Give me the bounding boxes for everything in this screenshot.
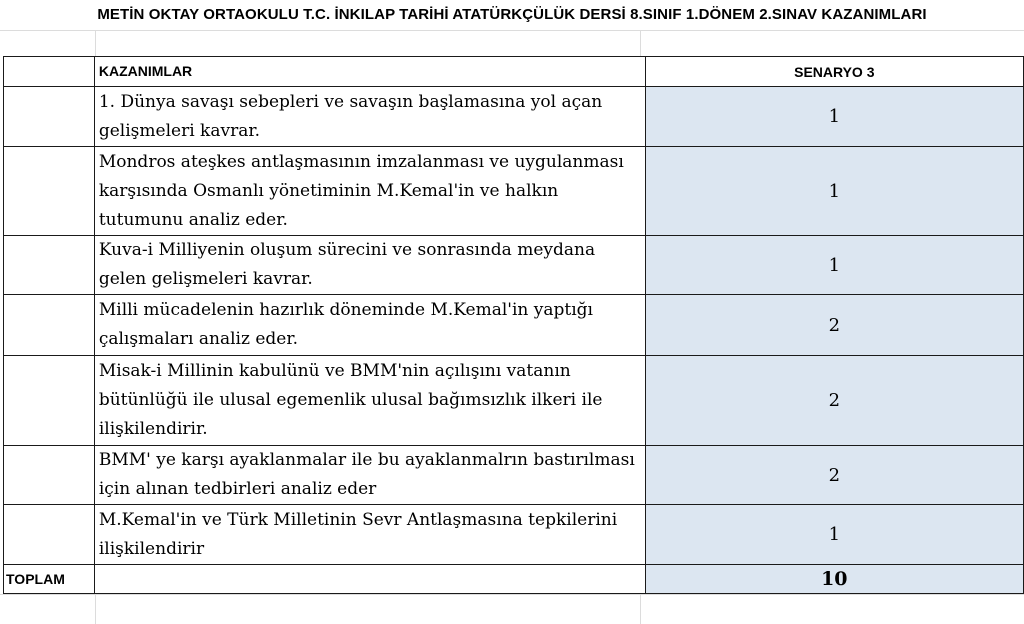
- senaryo-value-cell[interactable]: 1: [645, 87, 1023, 147]
- kazanim-cell[interactable]: Mondros ateşkes antlaşmasının imzalanması ve uygulanması karşısında Osmanlı yönetiminin M.Kemal'in ve halkın tutumunu analiz eder.: [94, 147, 645, 236]
- table-row: [4, 147, 1024, 236]
- header-cell-empty[interactable]: [4, 57, 95, 87]
- kazanim-table: [3, 56, 1024, 594]
- table-row: [4, 446, 1024, 505]
- total-label[interactable]: TOPLAM: [4, 565, 95, 594]
- senaryo-value-cell[interactable]: 2: [645, 356, 1023, 446]
- table-row: [4, 295, 1024, 356]
- grid-line: [640, 30, 641, 56]
- total-empty-cell[interactable]: [94, 565, 645, 594]
- header-senaryo[interactable]: SENARYO 3: [645, 57, 1023, 87]
- table-row: [4, 236, 1024, 295]
- total-row: [4, 565, 1024, 594]
- grid-line: [640, 594, 641, 624]
- grid-line: [95, 30, 96, 56]
- sheet-title: METİN OKTAY ORTAOKULU T.C. İNKILAP TARİHİ ATATÜRKÇÜLÜK DERSİ 8.SINIF 1.DÖNEM 2.SINAV KAZANIMLARI: [97, 6, 927, 23]
- row-label-cell[interactable]: [4, 446, 95, 505]
- senaryo-value-cell[interactable]: 2: [645, 295, 1023, 356]
- total-value[interactable]: 10: [645, 565, 1023, 594]
- row-label-cell[interactable]: [4, 147, 95, 236]
- row-label-cell[interactable]: [4, 356, 95, 446]
- kazanim-cell[interactable]: M.Kemal'in ve Türk Milletinin Sevr Antlaşmasına tepkilerini ilişkilendirir: [94, 505, 645, 565]
- table-header-row: [4, 57, 1024, 87]
- grid-line: [0, 30, 1024, 31]
- header-kazanimlar[interactable]: KAZANIMLAR: [94, 57, 645, 87]
- row-label-cell[interactable]: [4, 236, 95, 295]
- senaryo-value-cell[interactable]: 1: [645, 236, 1023, 295]
- row-label-cell[interactable]: [4, 505, 95, 565]
- table-row: [4, 87, 1024, 147]
- grid-line: [95, 594, 96, 624]
- senaryo-value-cell[interactable]: 2: [645, 446, 1023, 505]
- kazanim-cell[interactable]: Milli mücadelenin hazırlık döneminde M.Kemal'in yaptığı çalışmaları analiz eder.: [94, 295, 645, 356]
- kazanim-cell[interactable]: Misak-i Millinin kabulünü ve BMM'nin açılışını vatanın bütünlüğü ile ulusal egemenlik ulusal bağımsızlık ilkeri ile ilişkilendirir.: [94, 356, 645, 446]
- kazanim-cell[interactable]: BMM' ye karşı ayaklanmalar ile bu ayaklanmalrın bastırılması için alınan tedbirleri analiz eder: [94, 446, 645, 505]
- table-row: [4, 505, 1024, 565]
- kazanim-cell[interactable]: Kuva-i Milliyenin oluşum sürecini ve sonrasında meydana gelen gelişmeleri kavrar.: [94, 236, 645, 295]
- row-label-cell[interactable]: [4, 87, 95, 147]
- kazanim-cell[interactable]: 1. Dünya savaşı sebepleri ve savaşın başlamasına yol açan gelişmeleri kavrar.: [94, 87, 645, 147]
- grid-line: [0, 594, 1024, 595]
- row-label-cell[interactable]: [4, 295, 95, 356]
- senaryo-value-cell[interactable]: 1: [645, 147, 1023, 236]
- table-row: [4, 356, 1024, 446]
- senaryo-value-cell[interactable]: 1: [645, 505, 1023, 565]
